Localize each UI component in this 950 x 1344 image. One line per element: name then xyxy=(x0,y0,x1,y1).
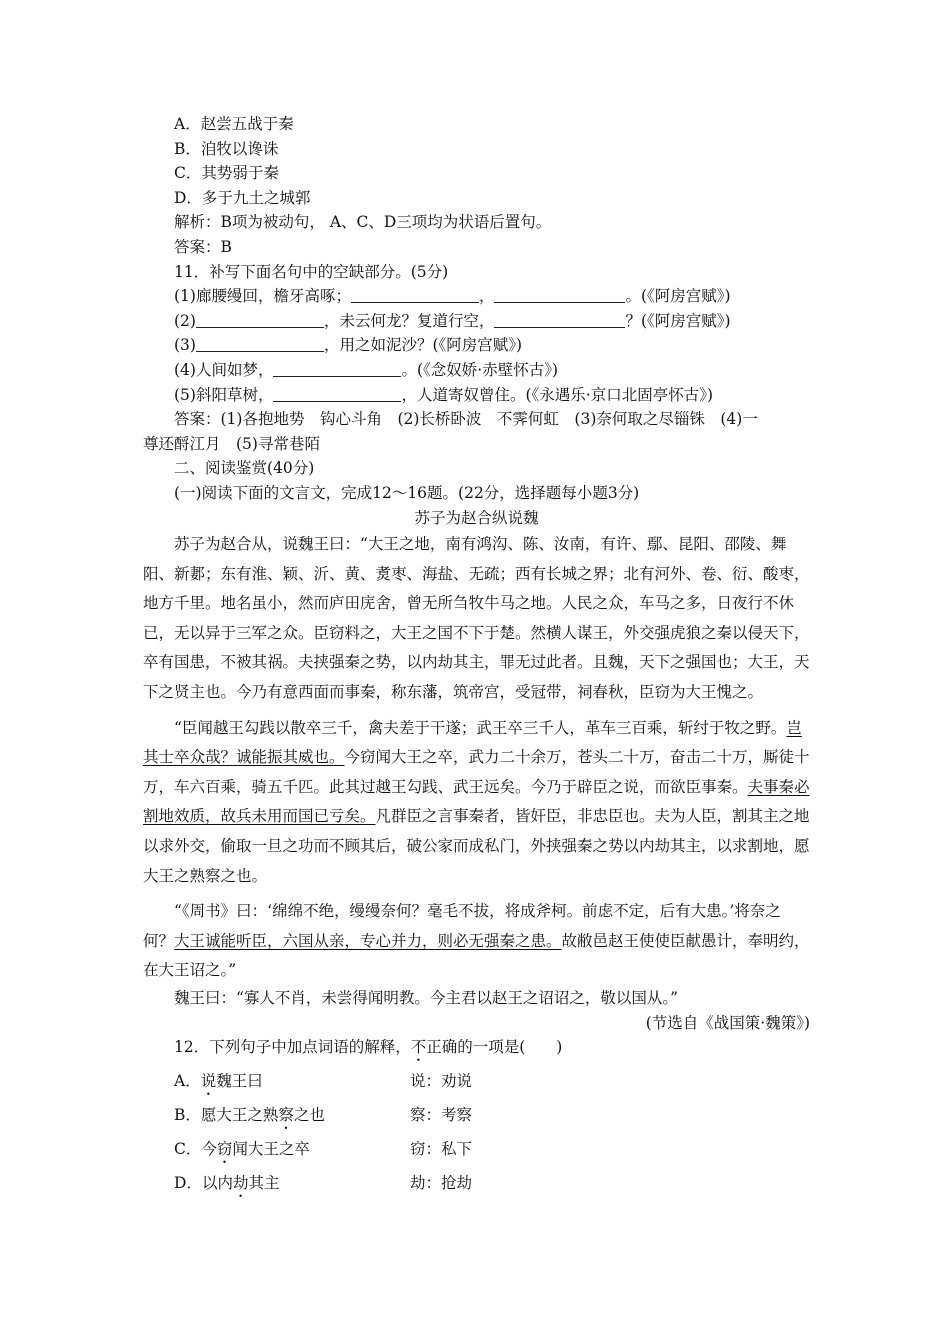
q10-option-a: A．赵尝五战于秦 xyxy=(174,115,294,133)
q11-line-4-text: (4)人间如梦， xyxy=(174,360,274,379)
passage-body xyxy=(143,530,810,986)
option-letter: C． xyxy=(174,1140,202,1159)
q12-option-d-explanation: 劫：抢劫 xyxy=(410,1174,473,1193)
q11-line-2 xyxy=(143,309,810,334)
dotted-word: 说 xyxy=(200,1072,217,1091)
answer-blank[interactable] xyxy=(196,312,324,328)
q12-option-a-sentence xyxy=(174,1065,410,1099)
dotted-word: 劫 xyxy=(232,1174,249,1193)
underlined-sentence: 大王诚能听臣，六国从亲，专心并力，则必无强秦之患。 xyxy=(174,931,562,950)
option-text: 闻大王之卒 xyxy=(232,1140,310,1159)
q12-option-b-sentence xyxy=(174,1099,410,1133)
document-page xyxy=(143,112,810,1201)
subsection-instruction: (一)阅读下面的文言文，完成12～16题。(22分，选择题每小题3分) xyxy=(174,483,640,502)
q11-line-5-text: (5)斜阳草树， xyxy=(174,385,274,404)
section-heading: 二、阅读鉴赏(40分) xyxy=(174,459,315,478)
answer-blank[interactable] xyxy=(273,361,401,377)
q12-stem xyxy=(143,1035,810,1065)
q11-line-4 xyxy=(143,358,810,383)
q12-option-c-explanation: 窃：私下 xyxy=(410,1140,473,1159)
paragraph-3-text-b: 故敝邑赵王使使臣献愚计，奉明约，在大王诏之。” xyxy=(143,931,810,980)
option-text: 以内 xyxy=(201,1174,233,1193)
underlined-sentence: 岂其士卒众哉？诚能振其威也。 xyxy=(143,718,802,767)
q11-line-3-num: (3) xyxy=(174,336,196,355)
q11-title: 11．补写下面名句中的空缺部分。(5分) xyxy=(174,262,449,281)
q10-analysis: 解析：B项为被动句， A、C、D三项均为状语后置句。 xyxy=(174,213,552,232)
q12-stem-a: 12．下列句子中加点词语的解释， xyxy=(174,1038,411,1057)
q12-option-b[interactable] xyxy=(143,1099,810,1133)
q12-option-d[interactable] xyxy=(143,1167,810,1201)
passage-paragraph-3 xyxy=(143,897,810,986)
q12-stem-dotted: 不 xyxy=(410,1038,427,1057)
dotted-word: 窃 xyxy=(216,1140,233,1159)
q12-option-b-explanation: 察：考察 xyxy=(410,1106,473,1125)
q11-line-1-sep: ， xyxy=(478,287,495,306)
q12-option-a[interactable] xyxy=(143,1065,810,1099)
option-text: 其主 xyxy=(248,1174,280,1193)
q11-answer-line-2: 尊还酹江月 (5)寻常巷陌 xyxy=(143,434,320,453)
q12-option-c-sentence xyxy=(174,1133,410,1167)
q11-line-3-text: ，用之如泥沙？(《阿房宫赋》) xyxy=(323,336,523,355)
answer-blank[interactable] xyxy=(196,336,324,352)
q11-line-2-text: ，未云何龙？复道行空， xyxy=(323,311,495,330)
q11-line-1-text: (1)廊腰缦回，檐牙高啄； xyxy=(174,287,351,306)
q10-answer: 答案：B xyxy=(174,237,232,256)
option-text: 愿大王之熟 xyxy=(200,1106,279,1125)
answer-blank[interactable] xyxy=(494,287,625,303)
q12-stem-b: 正确的一项是( ) xyxy=(426,1038,563,1057)
q11-line-5-source: ，人道寄奴曾住。(《永遇乐·京口北固亭怀古》) xyxy=(401,385,713,404)
paragraph-2-text-b: 今窃闻大王之卒，武力二十余万，苍头二十万，奋击二十万，厮徒十万，车六百乘，骑五千匹。此其过越王勾践、武王远矣。今乃于辟臣之说，而欲臣事秦。 xyxy=(143,748,810,796)
q12-option-a-explanation: 说：劝说 xyxy=(410,1072,473,1091)
answer-blank[interactable] xyxy=(273,386,401,402)
q10-option-d: D．多于九土之城郭 xyxy=(174,188,311,207)
option-text: 魏王曰 xyxy=(216,1072,263,1091)
q11-answer-line-1: 答案：(1)各抱地势 钩心斗角 (2)长桥卧波 不霁何虹 (3)奈何取之尽锱铢 (4)一 xyxy=(174,410,758,429)
q11-line-3 xyxy=(143,333,810,358)
paragraph-2-text-c: 凡群臣之言事秦者，皆奸臣，非忠臣也。夫为人臣，割其主之地以求外交，偷取一旦之功而不顾其后，破公家而成私门，外挟强秦之势以内劫其主，以求割地，愿大王之熟察之也。 xyxy=(143,807,810,885)
passage-title: 苏子为赵合纵说魏 xyxy=(414,508,539,527)
passage-source: (节选自《战国策·魏策》) xyxy=(645,1013,810,1032)
q11-line-5 xyxy=(143,383,810,408)
dotted-word: 察 xyxy=(278,1106,294,1125)
answer-blank[interactable] xyxy=(351,287,479,303)
option-letter: D． xyxy=(174,1174,202,1193)
passage-paragraph-2 xyxy=(143,714,810,892)
q11-line-2-num: (2) xyxy=(174,311,196,330)
q11-line-2-source: ？(《阿房宫赋》) xyxy=(625,311,731,330)
paragraph-2-text-a: “臣闻越王勾践以散卒三千，禽夫差于干遂；武王卒三千人，革车三百乘，斩纣于牧之野。 xyxy=(174,718,787,737)
q11-line-1 xyxy=(143,284,810,309)
q10-option-b: B．洎牧以谗诛 xyxy=(174,139,279,158)
answer-blank[interactable] xyxy=(494,312,625,328)
paragraph-3-text-a: “《周书》曰：‘绵绵不绝，缦缦奈何？毫毛不拔，将成斧柯。前虑不定，后有大患。’将奈之何？ xyxy=(143,902,781,950)
option-text: 今 xyxy=(201,1140,217,1159)
q12-option-c[interactable] xyxy=(143,1133,810,1167)
option-letter: B． xyxy=(174,1106,201,1125)
option-text: 之也 xyxy=(293,1106,325,1125)
option-letter: A． xyxy=(174,1072,201,1091)
q12-option-d-sentence xyxy=(174,1167,410,1201)
passage-paragraph-4: 魏王曰：“寡人不肖，未尝得闻明教。今主君以赵王之诏诏之，敬以国从。” xyxy=(174,989,679,1007)
passage-paragraph-1: 苏子为赵合从，说魏王曰：“大王之地，南有鸿沟、陈、汝南，有许、鄢、昆阳、邵陵、舞阳、新郪；东有淮、颖、沂、黄、煑枣、海盐、无疏；西有长城之界；北有河外、卷、衍、酸枣，地方千里。地名虽小，然而庐田庑舍，曾无所刍牧牛马之地。人民之众，车马之多，日夜行不休已，无以异于三军之众。臣窃料之，大王之国不下于楚。然横人谋王，外交强虎狼之秦以侵天下，卒有国患，不被其祸。夫挟强秦之势，以内劫其主，罪无过此者。且魏，天下之强国也；大王，天下之贤主也。今乃有意西面而事秦，称东藩，筑帝宫，受冠带，祠春秋，臣窃为大王愧之。 xyxy=(143,535,810,702)
q11-line-4-source: 。(《念奴娇·赤壁怀古》) xyxy=(401,360,558,379)
underlined-sentence: 夫事秦必割地效质，故兵未用而国已亏矣。 xyxy=(143,777,810,826)
q11-line-1-source: 。(《阿房宫赋》) xyxy=(625,287,731,306)
q10-option-c: C．其势弱于秦 xyxy=(174,164,279,183)
